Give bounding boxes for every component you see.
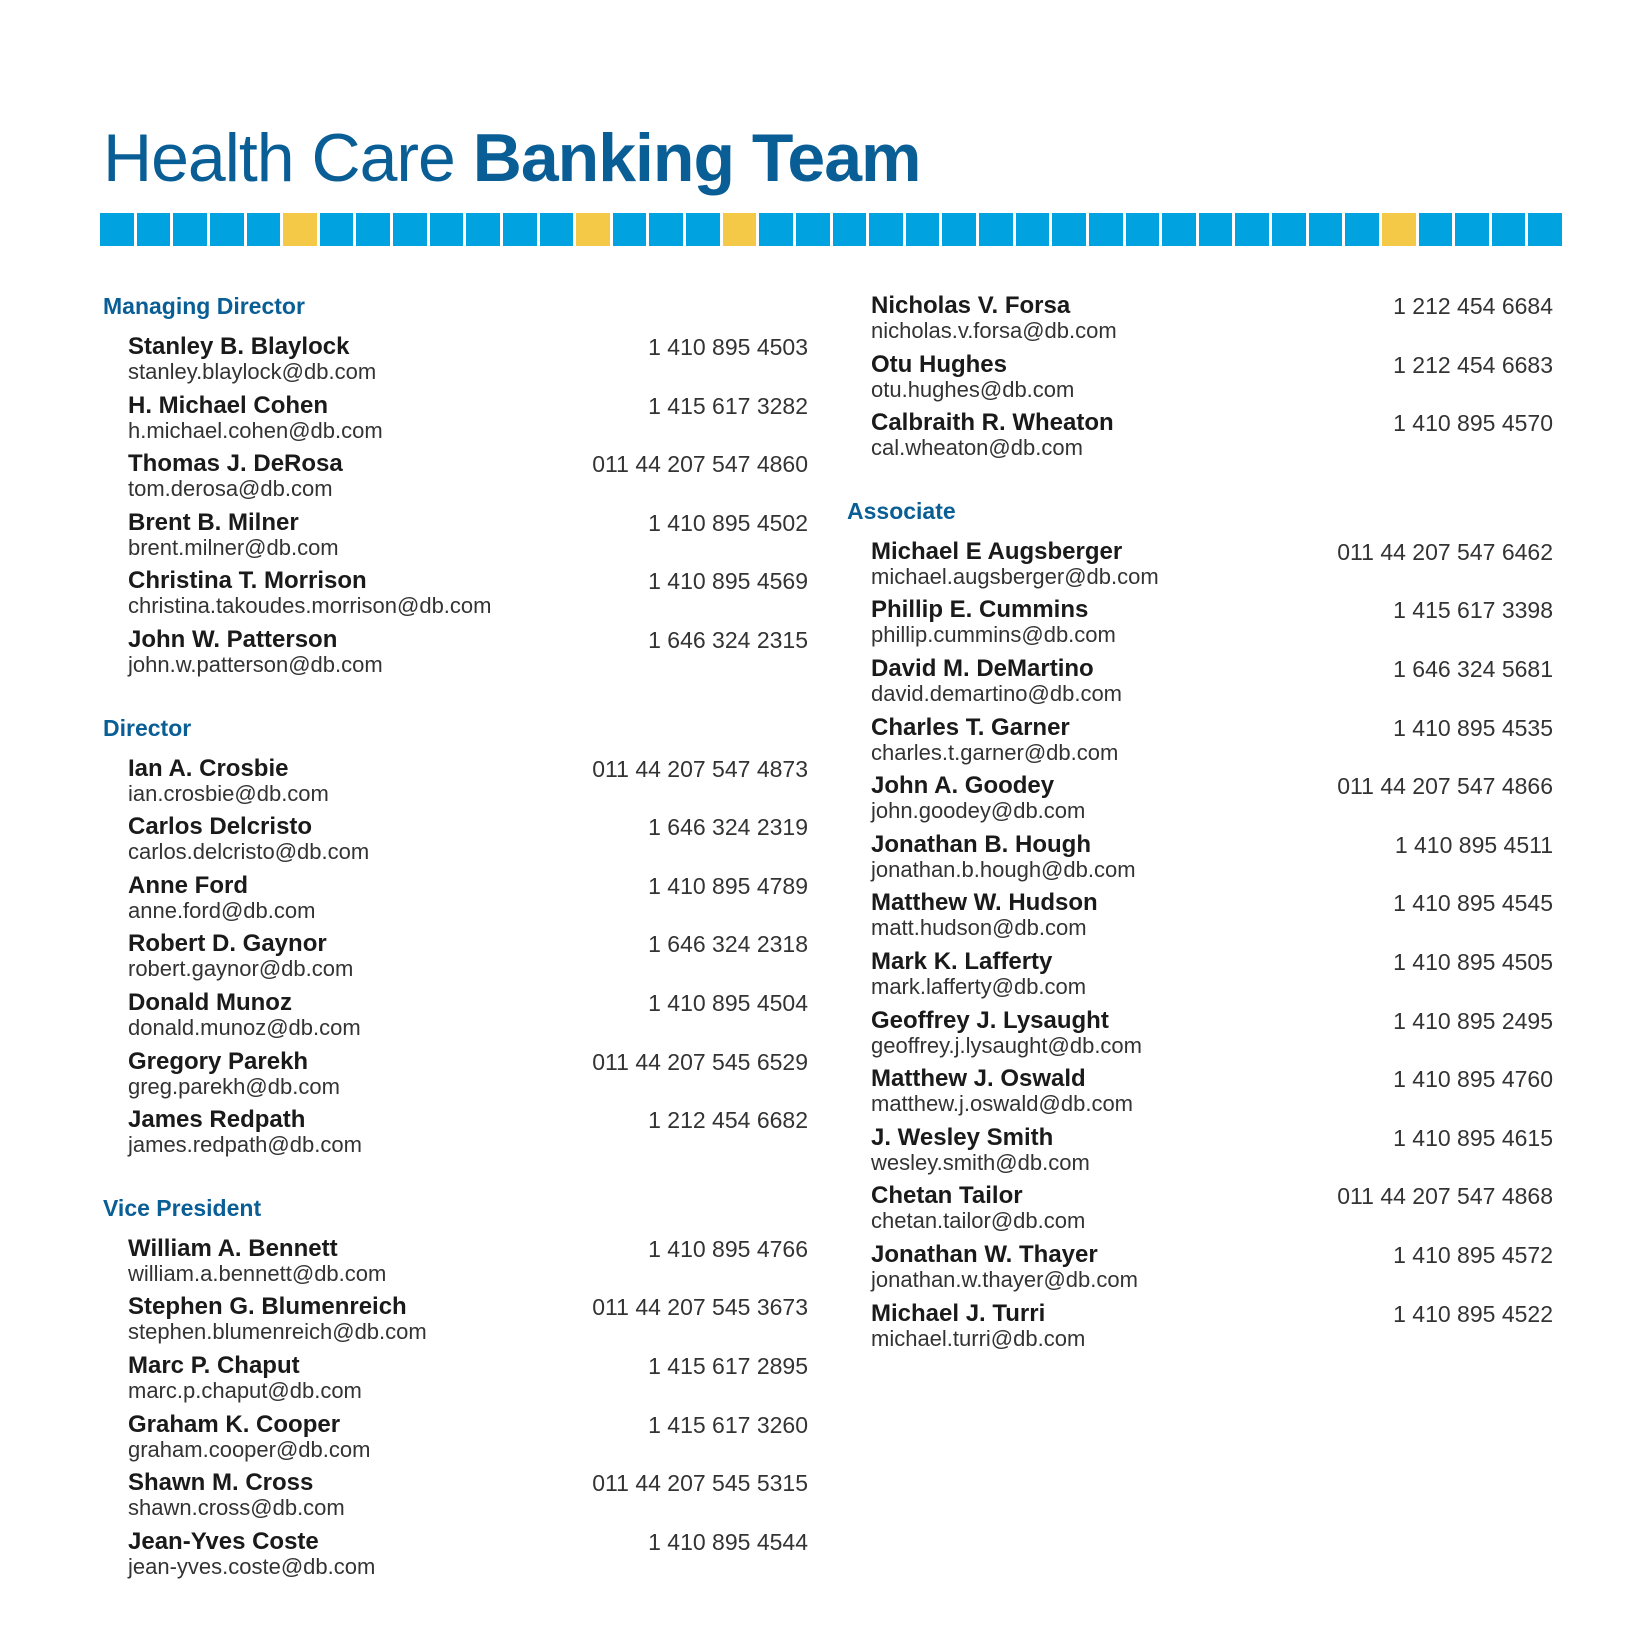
directory-section	[103, 1194, 808, 1587]
contact-entry	[128, 1106, 808, 1165]
bar-segment-blue	[1528, 213, 1562, 246]
contact-entry	[871, 655, 1553, 714]
bar-segment-blue	[1052, 213, 1086, 246]
bar-segment-blue	[1345, 213, 1379, 246]
contact-phone: 1 410 895 4570	[1393, 410, 1553, 437]
directory-section	[103, 292, 808, 685]
bar-segment-blue	[979, 213, 1013, 246]
section-heading: Vice President	[103, 1194, 262, 1221]
contact-phone: 011 44 207 547 4873	[592, 755, 808, 782]
contact-name: Matthew W. Hudson	[871, 889, 1098, 917]
contact-email: wesley.smith@db.com	[871, 1149, 1090, 1175]
contact-entry	[128, 509, 808, 568]
contact-email: stephen.blumenreich@db.com	[128, 1319, 427, 1345]
contact-name: James Redpath	[128, 1106, 306, 1134]
contact-entry	[871, 596, 1553, 655]
contact-entry	[871, 772, 1553, 831]
contact-phone: 1 410 895 4504	[648, 989, 808, 1016]
contact-email: charles.t.garner@db.com	[871, 739, 1119, 765]
contact-email: jean-yves.coste@db.com	[128, 1553, 376, 1579]
contact-phone: 1 410 895 4522	[1393, 1300, 1553, 1327]
contact-name: Anne Ford	[128, 871, 248, 899]
bar-segment-blue	[613, 213, 647, 246]
bar-segment-blue	[356, 213, 390, 246]
bar-segment-blue	[942, 213, 976, 246]
contact-phone: 011 44 207 545 3673	[592, 1294, 808, 1321]
contact-email: christina.takoudes.morrison@db.com	[128, 593, 492, 619]
contact-name: Stephen G. Blumenreich	[128, 1293, 407, 1321]
contact-name: Michael J. Turri	[871, 1299, 1046, 1327]
contact-name: Chetan Tailor	[871, 1182, 1023, 1210]
bar-segment-blue	[320, 213, 354, 246]
contact-name: John A. Goodey	[871, 772, 1055, 800]
contact-email: john.goodey@db.com	[871, 798, 1086, 824]
contact-entry	[128, 567, 808, 626]
contact-entry	[871, 1300, 1553, 1359]
contact-entry	[871, 351, 1553, 410]
contact-email: otu.hughes@db.com	[871, 376, 1075, 402]
title-bold-part: Banking Team	[472, 120, 921, 196]
contact-email: geoffrey.j.lysaught@db.com	[871, 1032, 1142, 1058]
bar-segment-blue	[1309, 213, 1343, 246]
contact-phone: 1 410 895 4760	[1393, 1066, 1553, 1093]
contact-email: greg.parekh@db.com	[128, 1073, 340, 1099]
title-light-part: Health Care	[103, 120, 455, 196]
contact-entry	[871, 1124, 1553, 1183]
bar-segment-blue	[1272, 213, 1306, 246]
contact-phone: 1 410 895 4502	[648, 509, 808, 536]
contact-email: shawn.cross@db.com	[128, 1495, 345, 1521]
contact-email: anne.ford@db.com	[128, 897, 316, 923]
section-heading: Associate	[847, 497, 956, 524]
contact-name: Michael E Augsberger	[871, 537, 1123, 565]
bar-segment-blue	[1126, 213, 1160, 246]
section-heading: Director	[103, 714, 192, 741]
contact-email: james.redpath@db.com	[128, 1132, 362, 1158]
bar-segment-blue	[833, 213, 867, 246]
contact-email: h.michael.cohen@db.com	[128, 417, 383, 443]
contact-phone: 1 410 895 4789	[648, 872, 808, 899]
directory-left-column	[103, 292, 808, 1615]
contact-phone: 1 410 895 4503	[648, 334, 808, 360]
contact-entry	[128, 1528, 808, 1587]
contact-name: Nicholas V. Forsa	[871, 292, 1071, 319]
contact-phone: 1 410 895 4569	[648, 568, 808, 595]
contact-email: nicholas.v.forsa@db.com	[871, 318, 1117, 343]
contact-name: Marc P. Chaput	[128, 1351, 300, 1379]
contact-phone: 011 44 207 547 4868	[1337, 1183, 1553, 1210]
bar-segment-blue	[173, 213, 207, 246]
contact-name: David M. DeMartino	[871, 654, 1094, 682]
contact-name: Graham K. Cooper	[128, 1410, 341, 1438]
bar-segment-gold	[1382, 213, 1416, 246]
contact-entry	[871, 889, 1553, 948]
contact-phone: 1 410 895 4545	[1393, 890, 1553, 917]
contact-phone: 1 415 617 3398	[1393, 597, 1553, 624]
contact-name: Geoffrey J. Lysaught	[871, 1006, 1109, 1034]
contact-entry	[871, 538, 1553, 597]
bar-segment-blue	[686, 213, 720, 246]
bar-segment-blue	[869, 213, 903, 246]
contact-email: ian.crosbie@db.com	[128, 780, 329, 806]
contact-phone: 011 44 207 545 5315	[592, 1470, 808, 1497]
bar-segment-blue	[1089, 213, 1123, 246]
bar-segment-gold	[576, 213, 610, 246]
contact-email: mark.lafferty@db.com	[871, 973, 1087, 999]
contact-name: Mark K. Lafferty	[871, 947, 1053, 975]
contact-email: tom.derosa@db.com	[128, 476, 333, 502]
contact-phone: 011 44 207 547 6462	[1337, 538, 1553, 565]
bar-segment-blue	[100, 213, 134, 246]
bar-segment-blue	[210, 213, 244, 246]
contact-email: carlos.delcristo@db.com	[128, 839, 370, 865]
contact-entry	[128, 1469, 808, 1528]
bar-segment-blue	[759, 213, 793, 246]
contact-name: Thomas J. DeRosa	[128, 450, 343, 478]
contact-phone: 1 410 895 4766	[648, 1235, 808, 1262]
bar-segment-blue	[1162, 213, 1196, 246]
contact-entry	[128, 872, 808, 931]
contact-name: Charles T. Garner	[871, 713, 1070, 741]
section-heading: Managing Director	[103, 293, 305, 319]
contact-entry	[128, 1048, 808, 1107]
contact-entry	[871, 1241, 1553, 1300]
bar-segment-blue	[1235, 213, 1269, 246]
contact-entry	[128, 1352, 808, 1411]
contact-email: stanley.blaylock@db.com	[128, 359, 377, 384]
contact-phone: 011 44 207 547 4866	[1337, 773, 1553, 800]
contact-name: J. Wesley Smith	[871, 1123, 1054, 1151]
bar-segment-blue	[1016, 213, 1050, 246]
contact-phone: 011 44 207 547 4860	[592, 451, 808, 478]
contact-email: phillip.cummins@db.com	[871, 622, 1116, 648]
contact-name: Phillip E. Cummins	[871, 596, 1089, 624]
contact-phone: 1 410 895 4615	[1393, 1124, 1553, 1151]
bar-segment-blue	[247, 213, 281, 246]
bar-segment-blue	[1455, 213, 1489, 246]
bar-segment-blue	[393, 213, 427, 246]
contact-email: marc.p.chaput@db.com	[128, 1377, 362, 1403]
contact-entry	[871, 1065, 1553, 1124]
contact-phone: 1 646 324 2318	[648, 931, 808, 958]
contact-phone: 1 415 617 3260	[648, 1411, 808, 1438]
contact-name: Matthew J. Oswald	[871, 1065, 1086, 1093]
bar-segment-blue	[1199, 213, 1233, 246]
contact-name: Christina T. Morrison	[128, 567, 367, 595]
contact-entry	[871, 831, 1553, 890]
bar-segment-gold	[283, 213, 317, 246]
directory-right-column	[847, 292, 1553, 1387]
contact-phone: 1 415 617 2895	[648, 1352, 808, 1379]
contact-entry	[128, 333, 808, 392]
contact-name: Ian A. Crosbie	[128, 754, 289, 782]
contact-email: matthew.j.oswald@db.com	[871, 1091, 1134, 1117]
contact-phone: 1 212 454 6682	[648, 1107, 808, 1134]
contact-email: cal.wheaton@db.com	[871, 435, 1083, 461]
contact-name: Jean-Yves Coste	[128, 1527, 319, 1555]
contact-entry	[128, 1411, 808, 1470]
bar-segment-blue	[540, 213, 574, 246]
contact-email: brent.milner@db.com	[128, 534, 339, 560]
contact-name: Calbraith R. Wheaton	[871, 409, 1114, 437]
contact-phone: 1 646 324 2319	[648, 814, 808, 841]
contact-entry	[128, 930, 808, 989]
contact-entry	[128, 1235, 808, 1294]
contact-entry	[871, 1182, 1553, 1241]
contact-phone: 1 410 895 4505	[1393, 948, 1553, 975]
contact-name: William A. Bennett	[128, 1234, 338, 1262]
contact-entry	[871, 292, 1553, 351]
bar-segment-blue	[796, 213, 830, 246]
decorative-color-bar	[100, 213, 1562, 246]
contact-entry	[871, 409, 1553, 468]
contact-name: Jonathan W. Thayer	[871, 1240, 1098, 1268]
contact-entry	[128, 392, 808, 451]
contact-name: Robert D. Gaynor	[128, 930, 327, 958]
contact-name: Carlos Delcristo	[128, 813, 313, 841]
directory-section	[103, 714, 808, 1165]
contact-entry	[128, 755, 808, 814]
bar-segment-blue	[1492, 213, 1526, 246]
contact-entry	[128, 989, 808, 1048]
contact-phone: 1 410 895 4511	[1394, 831, 1553, 858]
contact-name: Gregory Parekh	[128, 1047, 309, 1075]
contact-email: david.demartino@db.com	[871, 680, 1123, 706]
bar-segment-gold	[723, 213, 757, 246]
contact-entry	[128, 626, 808, 685]
contact-email: michael.augsberger@db.com	[871, 563, 1159, 589]
contact-name: John W. Patterson	[128, 625, 338, 653]
bar-segment-blue	[137, 213, 171, 246]
bar-segment-blue	[430, 213, 464, 246]
contact-entry	[871, 1007, 1553, 1066]
contact-entry	[871, 714, 1553, 773]
contact-name: Otu Hughes	[871, 350, 1007, 378]
contact-email: jonathan.b.hough@db.com	[871, 856, 1136, 882]
bar-segment-blue	[906, 213, 940, 246]
bar-segment-blue	[466, 213, 500, 246]
contact-phone: 1 410 895 4544	[648, 1528, 808, 1555]
contact-email: john.w.patterson@db.com	[128, 651, 383, 677]
contact-name: Shawn M. Cross	[128, 1469, 314, 1497]
bar-segment-blue	[649, 213, 683, 246]
contact-entry	[871, 948, 1553, 1007]
contact-phone: 011 44 207 545 6529	[592, 1048, 808, 1075]
contact-name: Stanley B. Blaylock	[128, 333, 350, 360]
directory-section	[847, 292, 1553, 468]
page-title	[103, 118, 920, 198]
contact-email: chetan.tailor@db.com	[871, 1208, 1086, 1234]
contact-email: matt.hudson@db.com	[871, 915, 1087, 941]
contact-name: H. Michael Cohen	[128, 391, 329, 419]
contact-email: robert.gaynor@db.com	[128, 956, 354, 982]
contact-name: Brent B. Milner	[128, 508, 299, 536]
contact-phone: 1 410 895 2495	[1393, 1007, 1553, 1034]
contact-name: Jonathan B. Hough	[871, 830, 1091, 858]
contact-phone: 1 212 454 6684	[1393, 293, 1553, 319]
contact-phone: 1 646 324 5681	[1393, 655, 1553, 682]
contact-phone: 1 410 895 4535	[1393, 714, 1553, 741]
contact-email: william.a.bennett@db.com	[128, 1260, 387, 1286]
contact-name: Donald Munoz	[128, 988, 292, 1016]
bar-segment-blue	[1419, 213, 1453, 246]
bar-segment-blue	[503, 213, 537, 246]
contact-entry	[128, 813, 808, 872]
contact-email: donald.munoz@db.com	[128, 1014, 361, 1040]
directory-section	[847, 497, 1553, 1358]
contact-phone: 1 646 324 2315	[648, 626, 808, 653]
contact-phone: 1 410 895 4572	[1393, 1241, 1553, 1268]
contact-phone: 1 415 617 3282	[648, 392, 808, 419]
contact-email: graham.cooper@db.com	[128, 1436, 371, 1462]
contact-email: jonathan.w.thayer@db.com	[871, 1266, 1138, 1292]
contact-email: michael.turri@db.com	[871, 1325, 1086, 1351]
contact-phone: 1 212 454 6683	[1393, 351, 1553, 378]
contact-entry	[128, 1293, 808, 1352]
contact-entry	[128, 450, 808, 509]
